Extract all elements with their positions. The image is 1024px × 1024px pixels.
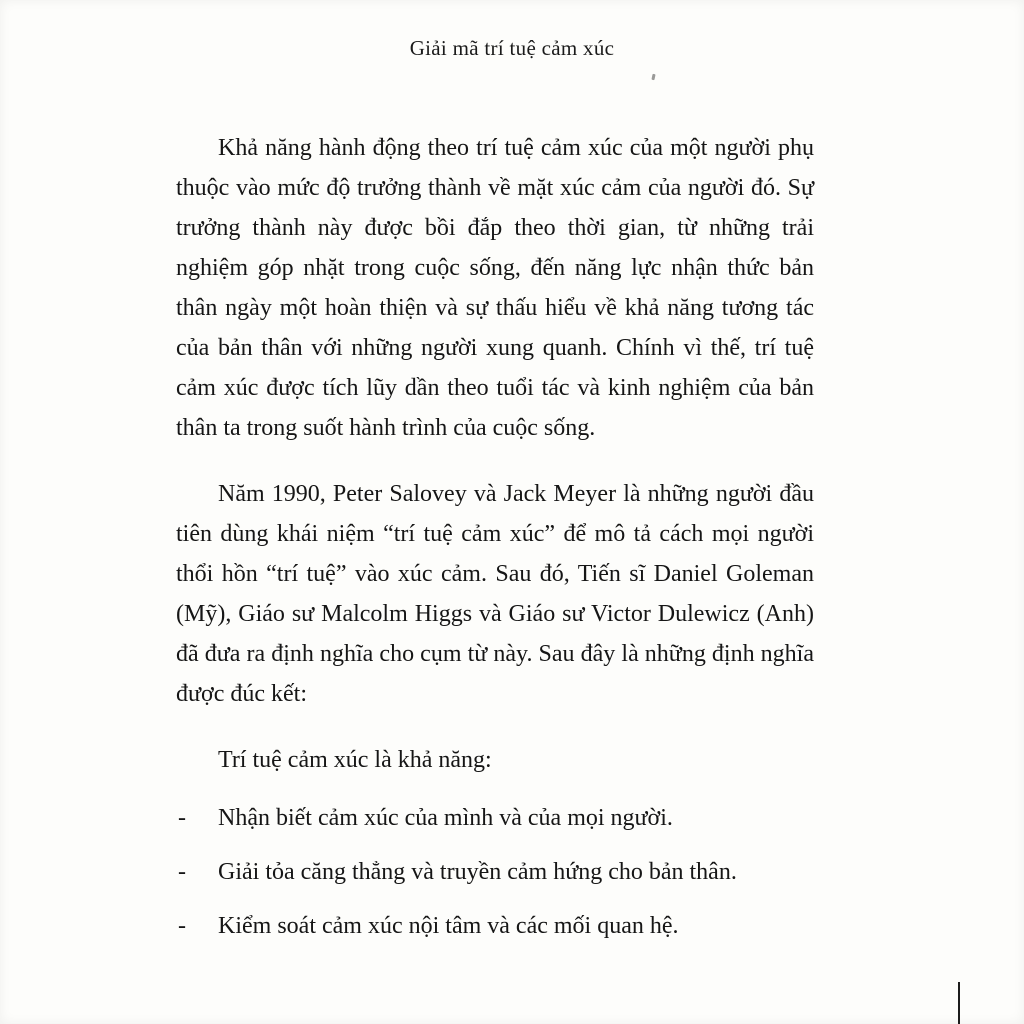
bullet-text-control-inner-emotions: Kiểm soát cảm xúc nội tâm và các mối quan hệ.: [218, 913, 679, 939]
paragraph-emotional-maturity: Khả năng hành động theo trí tuệ cảm xúc của một người phụ thuộc vào mức độ trưởng thành về mặt xúc cảm của người đó. Sự trưởng thành này được bồi đắp theo thời gian, từ những trải nghiệm góp nhặt trong cuộc sống, đến năng lực nhận thức bản thân ngày một hoàn thiện và sự thấu hiểu về khả năng tương tác của bản thân với những người xung quanh. Chính vì thế, trí tuệ cảm xúc được tích lũy dần theo tuổi tác và kinh nghiệm của bản thân ta trong suốt hành trình của cuộc sống.: [176, 135, 814, 441]
paragraph-salovey-meyer-history: Năm 1990, Peter Salovey và Jack Meyer là những người đầu tiên dùng khái niệm “trí tuệ cảm xúc” để mô tả cách mọi người thổi hồn “trí tuệ” vào xúc cảm. Sau đó, Tiến sĩ Daniel Goleman (Mỹ), Giáo sư Malcolm Higgs và Giáo sư Victor Dulewicz (Anh) đã đưa ra định nghĩa cho cụm từ này. Sau đây là những định nghĩa được đúc kết:: [176, 481, 814, 707]
bullet-dash-icon: -: [178, 913, 186, 939]
page-edge-scan-line: [958, 982, 960, 1024]
list-item: [176, 852, 814, 892]
definition-lead-in: Trí tuệ cảm xúc là khả năng:: [218, 747, 492, 773]
bullet-dash-icon: -: [178, 805, 186, 831]
definition-bullet-list: [176, 798, 814, 946]
list-item: [176, 798, 814, 838]
bullet-text-relieve-stress: Giải tỏa căng thẳng và truyền cảm hứng cho bản thân.: [218, 859, 737, 885]
bullet-dash-icon: -: [178, 859, 186, 885]
list-item: [176, 906, 814, 946]
page-header-title: Giải mã trí tuệ cảm xúc: [409, 36, 615, 60]
page-body: [176, 128, 814, 960]
scan-speck-mark: [651, 74, 655, 80]
bullet-text-recognize-emotions: Nhận biết cảm xúc của mình và của mọi người.: [218, 805, 673, 831]
